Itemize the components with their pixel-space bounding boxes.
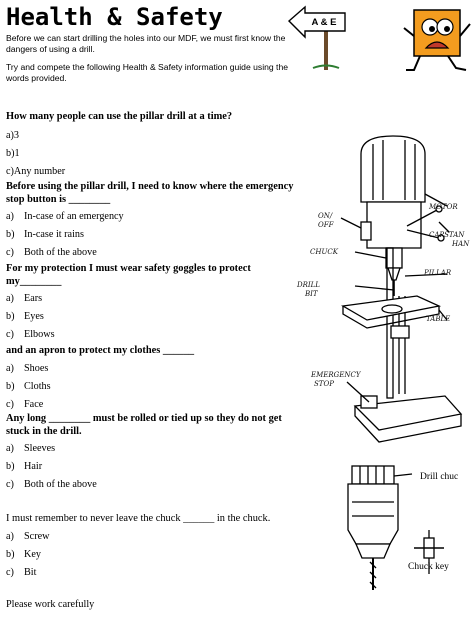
q5-option-c: c) Both of the above (6, 479, 97, 490)
page-title: Health & Safety (6, 3, 223, 31)
q6-option-b: b) Key (6, 549, 41, 560)
signpost-icon (287, 4, 347, 70)
label-pillar: PILLAR (424, 269, 452, 277)
q1-option-c: c)Any number (6, 166, 66, 177)
label-drill-bit-1: DRILL (297, 281, 320, 289)
question-1: How many people can use the pillar drill at a time? (6, 111, 233, 122)
instructions-text: Try and compete the following Health & Safety information guide using the words provided. (6, 62, 289, 83)
q4-option-c: c) Face (6, 399, 44, 410)
question-5: Any long ________ must be rolled or tied up so they do not get stuck in the drill. (6, 413, 282, 437)
label-on-off-1: ON/ (318, 212, 333, 220)
label-capstan-1: CAPSTAN (429, 231, 465, 239)
label-motor: MOTOR (429, 203, 458, 211)
q5-option-a: a) Sleeves (6, 443, 56, 454)
question-4: and an apron to protect my clothes ______ (6, 345, 195, 356)
label-emergency-2: STOP (314, 380, 334, 388)
label-chuck-key: Chuck key (408, 562, 449, 572)
q6-option-c: c) Bit (6, 567, 37, 578)
pillar-drill-illustration (297, 130, 473, 452)
q3-option-c: c) Elbows (6, 329, 55, 340)
label-drill-chuck: Drill chuc (420, 472, 459, 482)
question-2: Before using the pillar drill, I need to know where the emergency stop button is ________ (6, 181, 294, 205)
q2-option-b: b) In-case it rains (6, 229, 84, 240)
mascot-icon (400, 4, 472, 76)
label-chuck: CHUCK (310, 248, 338, 256)
q3-option-a: a) Ears (6, 293, 43, 304)
question-3: For my protection I must wear safety goggles to protect my________ (6, 263, 251, 287)
q6-option-a: a) Screw (6, 531, 50, 542)
label-on-off-2: OFF (318, 221, 334, 229)
q5-option-b: b) Hair (6, 461, 43, 472)
q1-option-a: a)3 (6, 130, 20, 141)
footer-text: Please work carefully (6, 599, 95, 610)
label-capstan-2: HAN (452, 240, 470, 248)
q2-option-a: a) In-case of an emergency (6, 211, 124, 222)
q2-option-c: c) Both of the above (6, 247, 97, 258)
signpost-label: A & E (311, 17, 337, 28)
question-6: I must remember to never leave the chuck ______ in the chuck. (6, 513, 271, 524)
label-emergency-1: EMERGENCY (311, 371, 361, 379)
label-table: TABLE (426, 315, 451, 323)
q3-option-b: b) Eyes (6, 311, 44, 322)
intro-text: Before we can start drilling the holes into our MDF, we must first know the dangers of using a drill. (6, 33, 286, 54)
q4-option-b: b) Cloths (6, 381, 51, 392)
q1-option-b: b)1 (6, 148, 20, 159)
label-drill-bit-2: BIT (305, 290, 318, 298)
q4-option-a: a) Shoes (6, 363, 49, 374)
